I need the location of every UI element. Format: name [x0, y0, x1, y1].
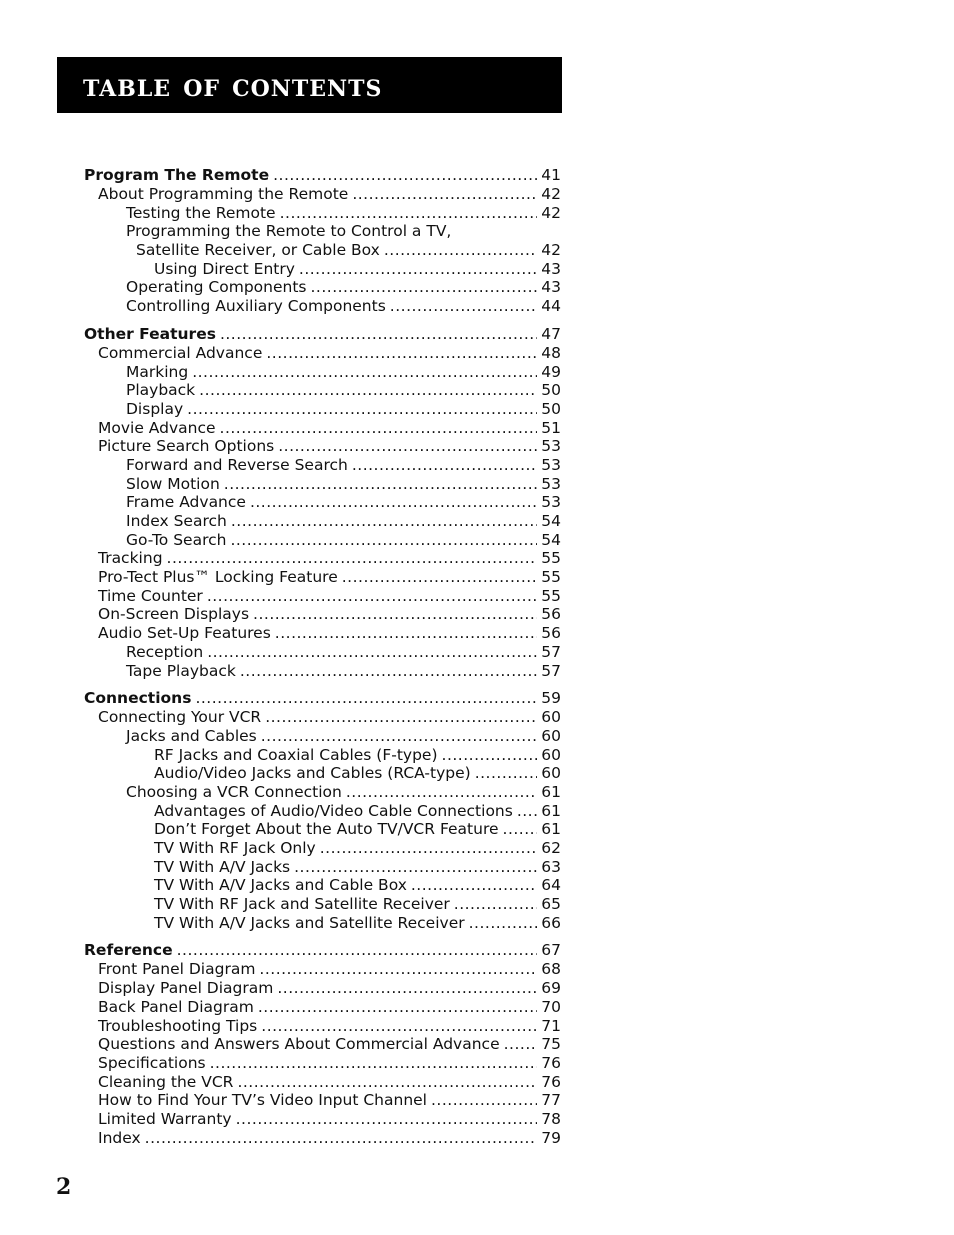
dot-leader — [220, 419, 538, 438]
entry-page-number: 42 — [541, 241, 561, 260]
toc-entry — [84, 297, 561, 316]
toc-entry — [84, 363, 561, 382]
dot-leader — [299, 260, 537, 279]
dot-leader — [253, 605, 537, 624]
toc-entry — [84, 1035, 561, 1054]
dot-leader — [195, 688, 537, 708]
entry-page-number: 56 — [541, 605, 561, 624]
entry-label: Display Panel Diagram — [98, 979, 274, 998]
dot-leader — [231, 512, 537, 531]
dot-leader — [230, 531, 537, 550]
entry-page-number: 64 — [541, 876, 561, 895]
entry-label: Connections — [84, 689, 192, 708]
dot-leader — [469, 914, 538, 933]
entry-page-number: 49 — [541, 362, 561, 381]
dot-leader — [475, 764, 538, 783]
dot-leader — [390, 297, 537, 316]
toc-entry — [84, 456, 561, 475]
dot-leader — [210, 1054, 538, 1073]
entry-page-number: 62 — [541, 839, 561, 857]
entry-label: Forward and Reverse Search — [126, 455, 348, 474]
entry-page-number: 42 — [541, 203, 561, 222]
entry-page-number: 67 — [541, 941, 561, 960]
toc-section — [84, 324, 561, 680]
toc-entry — [84, 895, 561, 914]
dot-leader — [207, 643, 537, 662]
toc-entry — [84, 998, 561, 1017]
toc-entry — [84, 531, 561, 550]
entry-page-number: 55 — [541, 568, 561, 587]
dot-leader — [280, 204, 538, 223]
toc-entry — [84, 624, 561, 643]
toc-heading — [84, 688, 561, 708]
toc-entry — [84, 1110, 561, 1129]
entry-page-number: 68 — [541, 960, 561, 979]
toc-entry — [84, 475, 561, 494]
dot-leader — [240, 662, 537, 681]
toc-entry — [84, 222, 561, 241]
toc-entry — [84, 381, 561, 400]
entry-page-number: 41 — [541, 166, 561, 184]
toc-entry — [84, 260, 561, 279]
dot-leader — [442, 746, 538, 765]
toc-entry — [84, 802, 561, 821]
dot-leader — [261, 1017, 537, 1036]
entry-page-number: 78 — [541, 1109, 561, 1128]
entry-label: Choosing a VCR Connection — [126, 782, 342, 801]
entry-page-number: 53 — [541, 474, 561, 493]
dot-leader — [187, 400, 537, 419]
entry-label: TV With RF Jack and Satellite Receiver — [154, 895, 450, 914]
entry-page-number: 76 — [541, 1053, 561, 1072]
entry-page-number: 53 — [541, 437, 561, 456]
toc-entry — [84, 858, 561, 877]
dot-leader — [277, 979, 537, 998]
entry-label: Reception — [126, 642, 204, 661]
entry-page-number: 54 — [541, 530, 561, 549]
entry-page-number: 43 — [541, 259, 561, 278]
entry-label: Back Panel Diagram — [98, 997, 254, 1016]
title-banner — [57, 57, 562, 113]
entry-label: On-Screen Displays — [98, 605, 250, 624]
toc-entry — [84, 400, 561, 419]
dot-leader — [320, 839, 538, 858]
toc-entry — [84, 1129, 561, 1148]
entry-page-number: 76 — [541, 1072, 561, 1091]
entry-label: Index Search — [126, 512, 227, 530]
entry-label: Questions and Answers About Commercial Advance — [98, 1035, 500, 1054]
entry-label: Testing the Remote — [126, 203, 276, 222]
entry-label: Pro-Tect Plus™ Locking Feature — [98, 568, 338, 587]
toc-entry — [84, 662, 561, 681]
entry-page-number: 66 — [541, 913, 561, 932]
entry-page-number: 53 — [541, 455, 561, 474]
dot-leader — [352, 185, 537, 204]
dot-leader — [250, 493, 537, 512]
dot-leader — [454, 895, 537, 914]
toc-entry — [84, 549, 561, 568]
entry-page-number: 60 — [541, 708, 561, 727]
entry-page-number: 61 — [541, 801, 561, 820]
entry-label: Picture Search Options — [98, 437, 275, 456]
toc-entry — [84, 278, 561, 297]
toc-entry — [84, 708, 561, 727]
entry-page-number: 57 — [541, 642, 561, 661]
dot-leader — [192, 363, 537, 382]
entry-label: TV With A/V Jacks and Cable Box — [154, 876, 407, 895]
toc-heading — [84, 165, 561, 185]
dot-leader — [258, 998, 537, 1017]
entry-label: About Programming the Remote — [98, 185, 349, 203]
entry-page-number: 54 — [541, 512, 561, 530]
dot-leader — [261, 727, 538, 746]
entry-label: Cleaning the VCR — [98, 1072, 234, 1091]
entry-label: Tracking — [98, 549, 163, 568]
dot-leader — [273, 165, 537, 185]
dot-leader — [207, 587, 537, 606]
entry-page-number: 71 — [541, 1016, 561, 1035]
entry-label: Troubleshooting Tips — [98, 1016, 258, 1035]
dot-leader — [220, 324, 537, 344]
entry-label: Advantages of Audio/Video Cable Connections — [154, 801, 513, 820]
toc-entry — [84, 783, 561, 802]
entry-label: Specifications — [98, 1053, 206, 1072]
toc-entry — [84, 960, 561, 979]
toc-entry — [84, 241, 561, 260]
entry-label: Satellite Receiver, or Cable Box — [136, 241, 380, 260]
entry-label: Audio Set-Up Features — [98, 624, 271, 643]
entry-label: Operating Components — [126, 278, 307, 297]
entry-label: Playback — [126, 381, 196, 400]
dot-leader — [278, 437, 537, 456]
toc-heading — [84, 940, 561, 960]
dot-leader — [177, 940, 538, 960]
entry-label: Using Direct Entry — [154, 259, 295, 278]
dot-leader — [384, 241, 537, 260]
entry-label: Programming the Remote to Control a TV, — [126, 222, 452, 241]
dot-leader — [265, 708, 537, 727]
entry-label: Tape Playback — [126, 661, 236, 680]
toc-entry — [84, 979, 561, 998]
entry-label: Connecting Your VCR — [98, 708, 262, 727]
toc-entry — [84, 914, 561, 933]
entry-label: Marking — [126, 362, 189, 381]
dot-leader — [310, 278, 537, 297]
entry-page-number: 57 — [541, 661, 561, 680]
entry-page-number: 55 — [541, 549, 561, 568]
page-title: table of contents — [83, 66, 383, 104]
entry-label: Controlling Auxiliary Components — [126, 297, 386, 316]
dot-leader — [504, 1035, 538, 1054]
dot-leader — [411, 876, 537, 895]
toc-entry — [84, 876, 561, 895]
dot-leader — [237, 1073, 537, 1092]
entry-page-number: 79 — [541, 1128, 561, 1147]
entry-label: Display — [126, 399, 184, 418]
toc-heading — [84, 324, 561, 344]
entry-label: TV With A/V Jacks — [154, 857, 291, 876]
toc-section — [84, 688, 561, 932]
entry-page-number: 60 — [541, 764, 561, 783]
dot-leader — [145, 1129, 538, 1148]
entry-page-number: 50 — [541, 381, 561, 400]
entry-page-number: 55 — [541, 586, 561, 605]
entry-label: Jacks and Cables — [126, 726, 257, 745]
toc-entry — [84, 839, 561, 858]
entry-page-number: 77 — [541, 1091, 561, 1110]
entry-page-number: 44 — [541, 297, 561, 316]
toc-entry — [84, 493, 561, 512]
entry-page-number: 70 — [541, 997, 561, 1016]
entry-page-number: 53 — [541, 493, 561, 512]
entry-label: Limited Warranty — [98, 1109, 232, 1128]
toc-section — [84, 940, 561, 1147]
entry-page-number: 61 — [541, 782, 561, 801]
toc-entry — [84, 643, 561, 662]
dot-leader — [346, 783, 537, 802]
toc-entry — [84, 512, 561, 531]
entry-page-number: 43 — [541, 278, 561, 297]
toc-entry — [84, 746, 561, 765]
entry-page-number: 69 — [541, 979, 561, 998]
entry-label: Front Panel Diagram — [98, 960, 256, 979]
dot-leader — [236, 1110, 538, 1129]
dot-leader — [266, 344, 537, 363]
toc-entry — [84, 204, 561, 223]
dot-leader — [167, 549, 538, 568]
entry-page-number: 75 — [541, 1035, 561, 1054]
entry-label: Other Features — [84, 324, 216, 343]
dot-leader — [517, 802, 537, 821]
entry-label: TV With RF Jack Only — [154, 839, 316, 857]
dot-leader — [199, 381, 537, 400]
entry-label: Go-To Search — [126, 530, 227, 549]
entry-label: Slow Motion — [126, 474, 220, 493]
dot-leader — [352, 456, 537, 475]
entry-label: Reference — [84, 941, 173, 960]
entry-page-number: 42 — [541, 185, 561, 203]
entry-page-number: 60 — [541, 745, 561, 764]
entry-page-number: 59 — [541, 689, 561, 708]
entry-page-number: 65 — [541, 895, 561, 914]
entry-page-number: 63 — [541, 857, 561, 876]
dot-leader — [431, 1091, 537, 1110]
dot-leader — [224, 475, 537, 494]
toc-entry — [84, 1073, 561, 1092]
toc-entry — [84, 185, 561, 204]
toc-entry — [84, 605, 561, 624]
entry-label: Commercial Advance — [98, 343, 263, 362]
entry-label: Time Counter — [98, 586, 203, 605]
dot-leader — [275, 624, 537, 643]
toc-entry — [84, 820, 561, 839]
table-of-contents — [84, 165, 561, 1155]
toc-entry — [84, 1091, 561, 1110]
entry-label: RF Jacks and Coaxial Cables (F-type) — [154, 745, 438, 764]
entry-label: Audio/Video Jacks and Cables (RCA-type) — [154, 764, 471, 783]
entry-page-number: 51 — [541, 418, 561, 437]
toc-entry — [84, 764, 561, 783]
entry-label: Index — [98, 1128, 141, 1147]
toc-entry — [84, 1017, 561, 1036]
entry-label: Program The Remote — [84, 166, 270, 184]
dot-leader — [294, 858, 537, 877]
toc-entry — [84, 568, 561, 587]
entry-page-number: 60 — [541, 726, 561, 745]
entry-label: How to Find Your TV’s Video Input Channel — [98, 1091, 427, 1110]
toc-section — [84, 165, 561, 316]
toc-entry — [84, 437, 561, 456]
toc-entry — [84, 727, 561, 746]
entry-page-number: 47 — [541, 324, 561, 343]
entry-label: TV With A/V Jacks and Satellite Receiver — [154, 913, 465, 932]
entry-label: Movie Advance — [98, 418, 216, 437]
page-number: 2 — [56, 1174, 72, 1200]
entry-page-number: 48 — [541, 343, 561, 362]
toc-entry — [84, 419, 561, 438]
toc-entry — [84, 1054, 561, 1073]
entry-label: Frame Advance — [126, 493, 246, 512]
entry-label: Don’t Forget About the Auto TV/VCR Feature — [154, 820, 499, 839]
entry-page-number: 61 — [541, 820, 561, 839]
dot-leader — [342, 568, 538, 587]
entry-page-number: 56 — [541, 624, 561, 643]
toc-entry — [84, 587, 561, 606]
dot-leader — [503, 820, 538, 839]
dot-leader — [259, 960, 537, 979]
entry-page-number: 50 — [541, 399, 561, 418]
toc-entry — [84, 344, 561, 363]
